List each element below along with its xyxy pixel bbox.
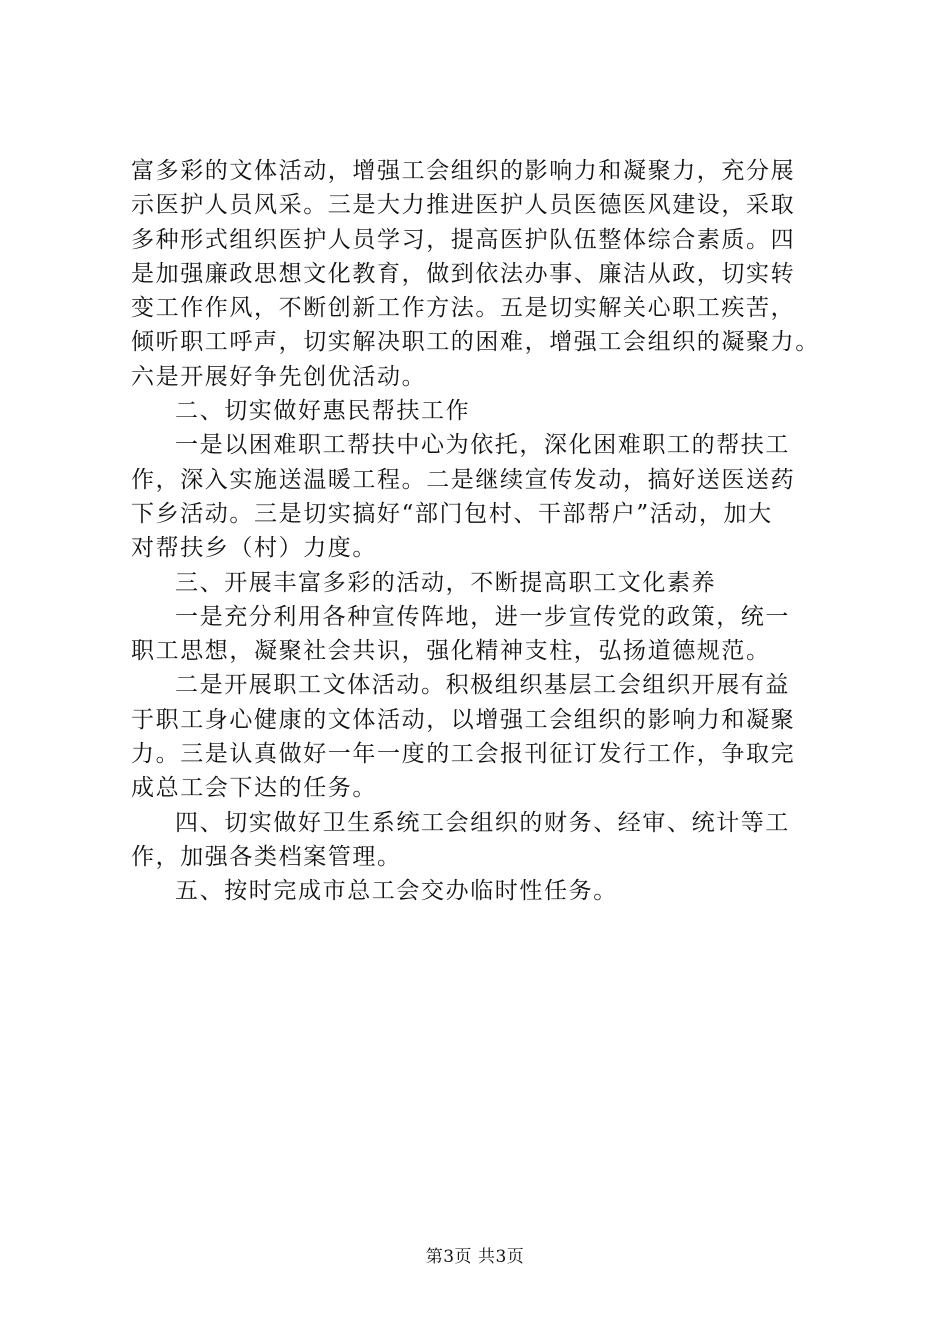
text-line: 作，深入实施送温暖工程。二是继续宣传发动，搞好送医送药 <box>131 466 796 493</box>
section-heading: 四、切实做好卫生系统工会组织的财务、经审、统计等工 <box>175 809 790 836</box>
text-line: 示医护人员风采。三是大力推进医护人员医德医风建设，采取 <box>131 192 796 219</box>
text-line: 一是以困难职工帮扶中心为依托，深化困难职工的帮扶工 <box>175 432 790 459</box>
text-line: 下乡活动。三是切实搞好“部门包村、干部帮户”活动，加大 <box>131 500 773 527</box>
text-line: 对帮扶乡（村）力度。 <box>131 535 377 562</box>
text-line: 职工思想，凝聚社会共识，强化精神支柱，弘扬道德规范。 <box>131 638 771 665</box>
document-body <box>131 154 831 909</box>
text-line: 二是开展职工文体活动。积极组织基层工会组织开展有益 <box>175 672 790 699</box>
text-line: 成总工会下达的任务。 <box>131 775 377 802</box>
text-line: 一是充分利用各种宣传阵地，进一步宣传党的政策，统一 <box>175 603 790 630</box>
text-line: 是加强廉政思想文化教育，做到依法办事、廉洁从政，切实转 <box>131 260 796 287</box>
text-line: 力。三是认真做好一年一度的工会报刊征订发行工作，争取完 <box>131 741 796 768</box>
text-line: 变工作作风，不断创新工作方法。五是切实解关心职工疾苦， <box>131 295 796 322</box>
text-line: 于职工身心健康的文体活动，以增强工会组织的影响力和凝聚 <box>131 706 796 733</box>
text-line: 作，加强各类档案管理。 <box>131 843 402 870</box>
text-line: 倾听职工呼声，切实解决职工的困难，增强工会组织的凝聚力。 <box>131 329 820 356</box>
section-heading: 三、开展丰富多彩的活动，不断提高职工文化素养 <box>175 569 717 596</box>
section-heading: 二、切实做好惠民帮扶工作 <box>175 398 471 425</box>
section-heading: 五、按时完成市总工会交办临时性任务。 <box>175 878 618 905</box>
page-number-footer: 第3页 共3页 <box>425 1247 525 1267</box>
text-line: 富多彩的文体活动，增强工会组织的影响力和凝聚力，充分展 <box>131 158 796 184</box>
text-line: 六是开展好争先创优活动。 <box>131 363 427 390</box>
text-line: 多种形式组织医护人员学习，提高医护队伍整体综合素质。四 <box>131 226 796 253</box>
